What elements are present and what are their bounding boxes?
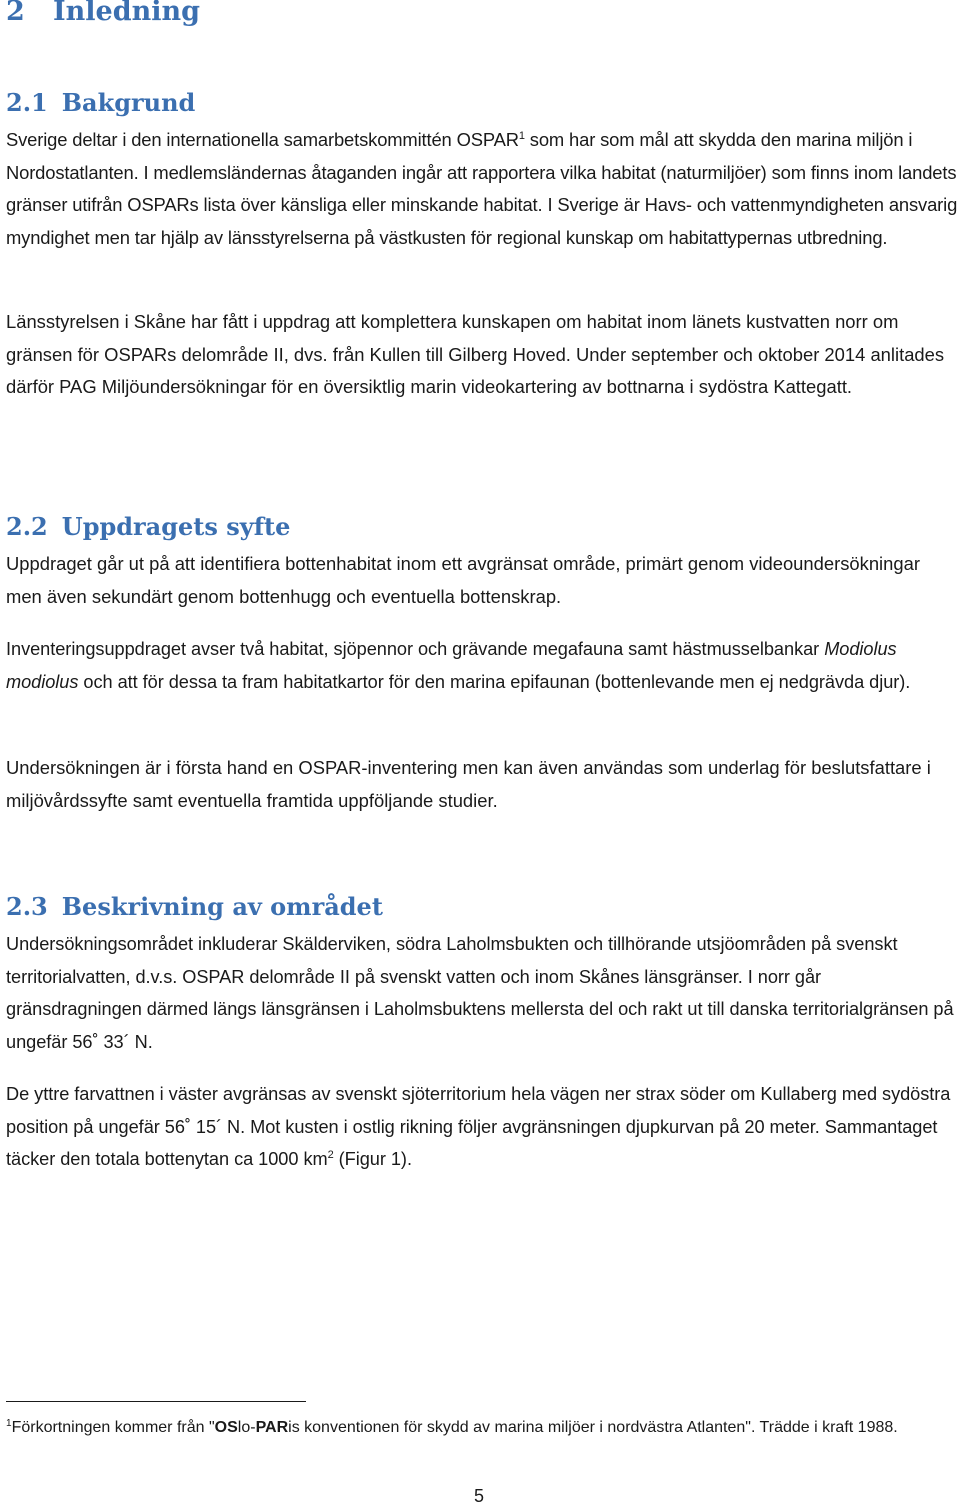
chapter-number: 2 <box>6 0 25 27</box>
footnote-text: Förkortningen kommer från " <box>11 1419 215 1436</box>
footnote-bold: PAR <box>255 1419 289 1436</box>
page-number: 5 <box>474 1486 485 1506</box>
paragraph-syfte-2 <box>6 633 958 698</box>
footnote-ref: 1 <box>518 130 525 142</box>
paragraph-omradet-2 <box>6 1078 958 1176</box>
paragraph-text: och att för dessa ta fram habitatkartor för den marina epifaunan (bottenlevande men ej nedgrävda djur). <box>78 671 911 692</box>
paragraph-syfte-3: Undersökningen är i första hand en OSPAR-inventering men kan även användas som underlag för beslutsfattare i miljövårdssyfte samt eventuella framtida uppföljande studier. <box>6 757 931 811</box>
chapter-heading <box>6 0 200 27</box>
paragraph-text: som har som mål att skydda den marina miljön i Nordostatlanten. I medlemsländernas åtaganden ingår att rapportera vilka habitat (naturmiljöer) som finns inom landets gränser utifrån OSPARs lista över känsliga eller minskande habitat. I Sverige är Havs- och vattenmyndigheten ansvarig myndighet men tar hjälp av länsstyrelserna på västkusten för regional kunskap om habitattypernas utbredning. <box>6 129 958 248</box>
section-title: Bakgrund <box>61 88 196 117</box>
footnote-bold: OS <box>214 1419 238 1436</box>
species-name: Modiolus modiolus <box>6 639 897 692</box>
paragraph-syfte-1: Uppdraget går ut på att identifiera bottenhabitat inom ett avgränsat område, primärt genom videoundersökningar men även sekundärt genom bottenhugg och eventuella bottenskrap. <box>6 553 920 607</box>
paragraph-text: De yttre farvattnen i väster avgränsas av svenskt sjöterritorium hela vägen ner strax söder om Kullaberg med sydöstra position på ungefär 56˚ 15´ N. Mot kusten i ostlig rikning följer avgränsningen djupkurvan på 20 meter. Sammantaget täcker den totala bottenytan ca 1000 km <box>6 1084 951 1169</box>
section-heading-bakgrund <box>6 88 195 117</box>
paragraph-text: Inventeringsuppdraget avser två habitat, sjöpennor och grävande megafauna samt hästmusselbankar <box>6 639 825 659</box>
section-number: 2.1 <box>6 88 48 117</box>
section-number: 2.3 <box>6 892 48 921</box>
section-title: Beskrivning av området <box>61 892 383 921</box>
footnote-text: lo- <box>237 1419 256 1436</box>
paragraph-bakgrund-1 <box>6 124 958 254</box>
footnote-marker: 1 <box>6 1418 12 1429</box>
section-number: 2.2 <box>6 512 48 541</box>
section-heading-uppdragets-syfte <box>6 512 290 541</box>
superscript: 2 <box>327 1149 334 1161</box>
section-title: Uppdragets syfte <box>61 512 291 541</box>
paragraph-omradet-1: Undersökningsområdet inkluderar Skälderviken, södra Laholmsbukten och tillhörande utsjöområden på svenskt territorialvatten, d.v.s. OSPAR delområde II på svenskt vatten och inom Skånes länsgränser. I norr går gränsdragningen därmed längs länsgränsen i Laholmsbuktens mellersta del och rakt ut till danska territorialgränsen på ungefär 56˚ 33´ N. <box>6 934 954 1052</box>
footnote <box>6 1415 956 1441</box>
footnote-text: is konventionen för skydd av marina miljöer i nordvästra Atlanten". Trädde i kraft 1988. <box>288 1419 898 1436</box>
section-heading-beskrivning <box>6 892 383 921</box>
paragraph-text: (Figur 1). <box>333 1149 412 1169</box>
chapter-title: Inledning <box>53 0 200 27</box>
footnote-separator <box>6 1401 306 1402</box>
paragraph-bakgrund-2: Länsstyrelsen i Skåne har fått i uppdrag att komplettera kunskapen om habitat inom länets kustvatten norr om gränsen för OSPARs delområde II, dvs. från Kullen till Gilberg Hoved. Under september och oktober 2014 anlitades därför PAG Miljöundersökningar för en översiktlig marin videokartering av bottnarna i sydöstra Kattegatt. <box>6 311 945 397</box>
paragraph-text: Sverige deltar i den internationella samarbetskommittén OSPAR <box>6 129 519 150</box>
